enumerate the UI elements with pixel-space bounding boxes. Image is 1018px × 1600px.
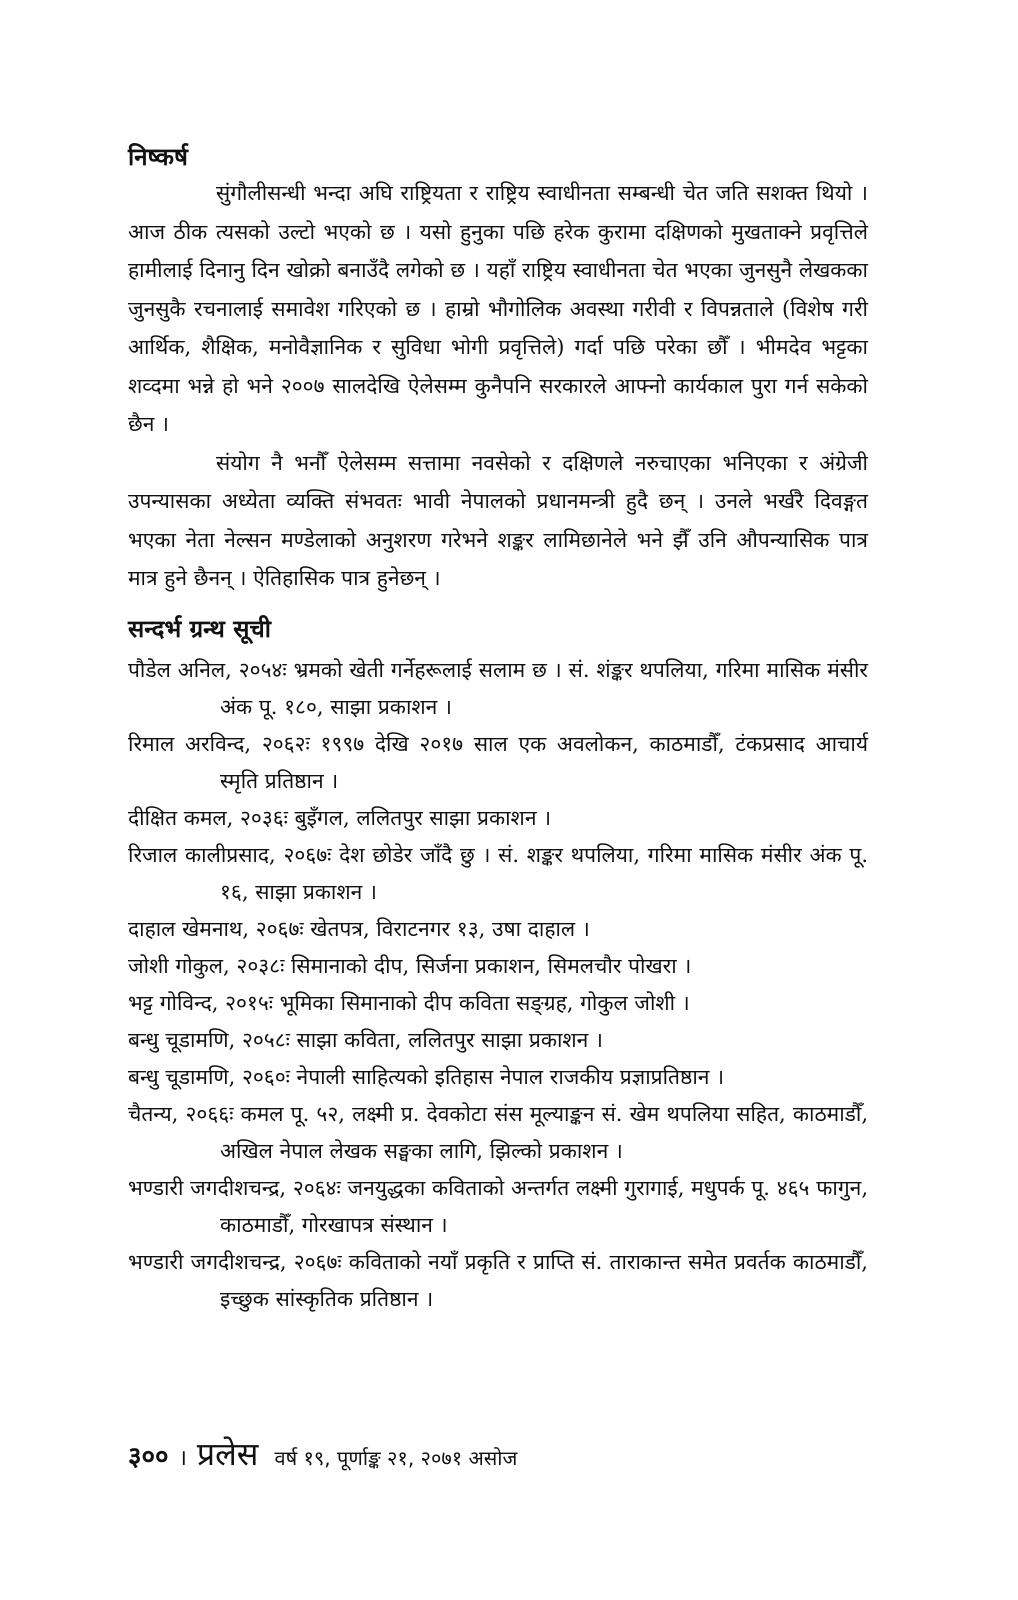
bibliography-entry: भण्डारी जगदीशचन्द्र, २०६७ः कविताको नयाँ प्रकृति र प्राप्ति सं. ताराकान्त समेत प्रवर्तक काठमाडौँ, इच्छुक सांस्कृतिक प्रतिष्ठान । bbox=[128, 1249, 868, 1311]
issue-info: वर्ष १९, पूर्णाङ्क २१, २०७१ असोज bbox=[274, 1446, 518, 1470]
page-body bbox=[128, 140, 868, 1318]
conclusion-paragraph-2: संयोग नै भनौँ ऐलेसम्म सत्तामा नवसेको र दक्षिणले नरुचाएका भनिएका र अंग्रेजी उपन्यासका अध्येता व्यक्ति संभवतः भावी नेपालको प्रधानमन्त्री हुदै छन् । उनले भर्खरै दिवङ्गत भएका नेता नेल्सन मण्डेलाको अनुशरण गरेभने शङ्कर लामिछानेले भने झैँ उनि औपन्यासिक पात्र मात्र हुने छैनन् । ऐतिहासिक पात्र हुनेछन् । bbox=[128, 450, 868, 590]
page-number: ३०० bbox=[128, 1442, 169, 1472]
conclusion-paragraph-1: सुंगौलीसन्धी भन्दा अघि राष्ट्रियता र राष्ट्रिय स्वाधीनता सम्बन्धी चेत जति सशक्त थियो । आज ठीक त्यसको उल्टो भएको छ । यसो हुनुका पछि हरेक कुरामा दक्षिणको मुखताक्ने प्रवृत्तिले हामीलाई दिनानु दिन खोक्रो बनाउँदै लगेको छ । यहाँ राष्ट्रिय स्वाधीनता चेत भएका जुनसुनै लेखकका जुनसुकै रचनालाई समावेश गरिएको छ । हाम्रो भौगोलिक अवस्था गरीवी र विपन्नताले (विशेष गरी आर्थिक, शैक्षिक, मनोवैज्ञानिक र सुविधा भोगी प्रवृत्तिले) गर्दा पछि परेका छौँ । भीमदेव भट्टका शव्दमा भन्ने हो भने २००७ सालदेखि ऐलेसम्म कुनैपनि सरकारले आफ्नो कार्यकाल पुरा गर्न सकेको छैन । bbox=[128, 181, 868, 436]
bibliography-entry: बन्धु चूडामणि, २०६०ः नेपाली साहित्यको इतिहास नेपाल राजकीय प्रज्ञाप्रतिष्ठान । bbox=[128, 1064, 725, 1089]
bibliography-entry: पौडेल अनिल, २०५४ः भ्रमको खेती गर्नेहरूलाई सलाम छ । सं. शंङ्कर थपलिया, गरिमा मासिक मंसीर अंक पू. १८०, साझा प्रकाशन । bbox=[128, 657, 868, 719]
magazine-name: प्रलेस bbox=[196, 1435, 259, 1473]
bibliography-list bbox=[128, 652, 868, 1318]
bibliography-entry: दाहाल खेमनाथ, २०६७ः खेतपत्र, विराटनगर १३, उषा दाहाल । bbox=[128, 916, 590, 941]
bibliography-entry: रिजाल कालीप्रसाद, २०६७ः देश छोडेर जाँदै छु । सं. शङ्कर थपलिया, गरिमा मासिक मंसीर अंक पू. १६, साझा प्रकाशन । bbox=[128, 842, 868, 904]
bibliography-entry: चैतन्य, २०६६ः कमल पू. ५२, लक्ष्मी प्र. देवकोटा संस मूल्याङ्कन सं. खेम थपलिया सहित, काठमाडौँ, अखिल नेपाल लेखक सङ्घका लागि, झिल्को प्रकाशन । bbox=[128, 1101, 868, 1163]
bibliography-entry: भट्ट गोविन्द, २०१५ः भूमिका सिमानाको दीप कविता सङ्ग्रह, गोकुल जोशी । bbox=[128, 990, 690, 1015]
footer-separator: । bbox=[178, 1446, 187, 1471]
bibliography-entry: बन्धु चूडामणि, २०५८ः साझा कविता, ललितपुर साझा प्रकाशन । bbox=[128, 1027, 603, 1052]
bibliography-heading: सन्दर्भ ग्रन्थ सूची bbox=[128, 614, 271, 643]
conclusion-heading: निष्कर्ष bbox=[128, 143, 188, 171]
bibliography-entry: भण्डारी जगदीशचन्द्र, २०६४ः जनयुद्धका कविताको अन्तर्गत लक्ष्मी गुरागाई, मधुपर्क पू. ४६५ फागुन, काठमाडौँ, गोरखापत्र संस्थान । bbox=[128, 1175, 868, 1237]
page-footer bbox=[128, 1432, 517, 1475]
bibliography-entry: जोशी गोकुल, २०३८ः सिमानाको दीप, सिर्जना प्रकाशन, सिमलचौर पोखरा । bbox=[128, 953, 692, 978]
bibliography-entry: दीक्षित कमल, २०३६ः बुइँगल, ललितपुर साझा प्रकाशन । bbox=[128, 805, 552, 830]
bibliography-entry: रिमाल अरविन्द, २०६२ः १९९७ देखि २०१७ साल एक अवलोकन, काठमाडौँ, टंकप्रसाद आचार्य स्मृति प्रतिष्ठान । bbox=[128, 731, 868, 793]
